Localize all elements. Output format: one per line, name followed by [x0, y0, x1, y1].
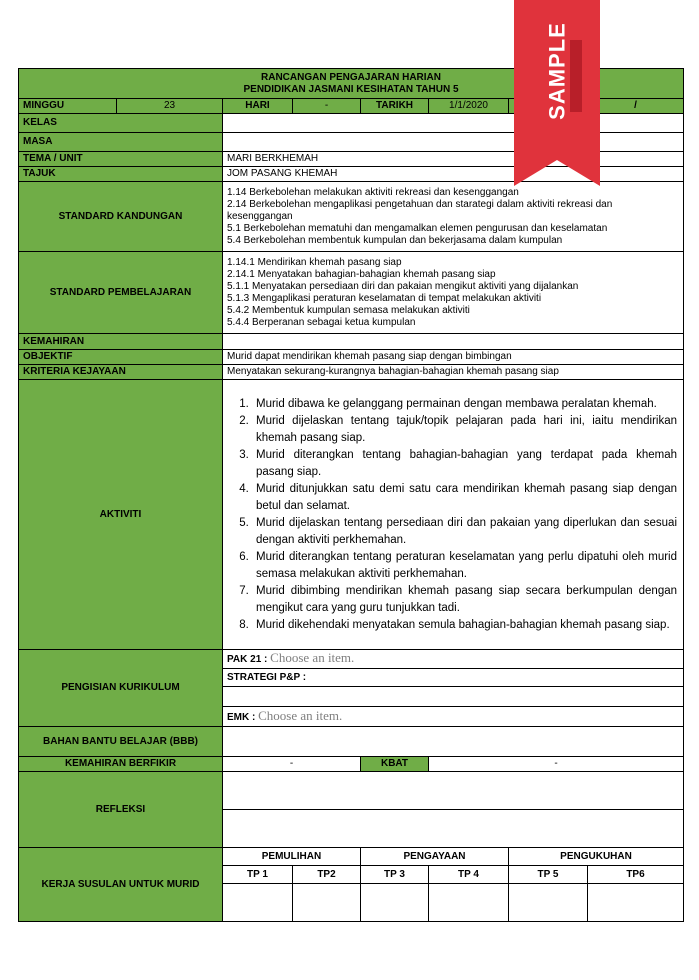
standard-pembelajaran-value — [223, 252, 684, 334]
extra-value: / — [588, 99, 684, 114]
tp2-header: TP2 — [293, 866, 361, 884]
sample-ribbon-tip — [514, 160, 600, 186]
tajuk-value: JOM PASANG KHEMAH — [223, 167, 684, 182]
tp1-header: TP 1 — [223, 866, 293, 884]
emk-dropdown[interactable]: Choose an item. — [258, 707, 343, 723]
tp6-cell — [588, 884, 684, 922]
kemahiran-label: KEMAHIRAN — [19, 334, 223, 350]
sp-item: 2.14.1 Menyatakan bahagian-bahagian khemah pasang siap — [227, 268, 496, 280]
sk-item: 2.14 Berkebolehan mengaplikasi pengetahuan dan starategi dalam aktiviti rekreasi dan kesenggangan — [227, 198, 613, 222]
aktiviti-item: 3. Murid diterangkan tentang bahagian-bahagian yang terdapat pada khemah pasang siap. — [252, 447, 677, 481]
objektif-label: OBJEKTIF — [19, 350, 223, 365]
tp3-header: TP 3 — [361, 866, 429, 884]
tp5-header: TP 5 — [509, 866, 588, 884]
sp-item: 5.4.4 Berperanan sebagai ketua kumpulan — [227, 316, 416, 328]
kemahiran-value — [223, 334, 684, 350]
tp6-header: TP6 — [588, 866, 684, 884]
plan-subtitle: PENDIDIKAN JASMANI KESIHATAN TAHUN 5 — [243, 83, 459, 95]
hari-label: HARI — [223, 99, 293, 114]
strategi-label: STRATEGI P&P : — [223, 669, 684, 687]
sample-ribbon-bar — [570, 40, 582, 112]
kriteria-kejayaan-value: Menyatakan sekurang-kurangnya bahagian-bahagian khemah pasang siap — [223, 365, 684, 380]
tajuk-label: TAJUK — [19, 167, 223, 182]
pengayaan-header: PENGAYAAN — [361, 848, 509, 866]
masa-label: MASA — [19, 133, 223, 152]
sample-watermark: SAMPLE — [544, 22, 570, 120]
tp4-cell — [429, 884, 509, 922]
sp-item: 5.4.2 Membentuk kumpulan semasa melakukan aktiviti — [227, 304, 470, 316]
sp-item: 5.1.3 Mengaplikasi peraturan keselamatan di tempat melakukan aktiviti — [227, 292, 542, 304]
standard-kandungan-label: STANDARD KANDUNGAN — [19, 182, 223, 252]
strategi-value — [223, 687, 684, 707]
sk-item: 5.1 Berkebolehan mematuhi dan mengamalkan elemen pengurusan dan keselamatan — [227, 222, 608, 234]
pengisian-kurikulum-label: PENGISIAN KURIKULUM — [19, 650, 223, 727]
kemahiran-berfikir-value: - — [223, 757, 361, 772]
kbat-value: - — [429, 757, 684, 772]
kerja-susulan-label: KERJA SUSULAN UNTUK MURID — [19, 848, 223, 922]
standard-pembelajaran-label: STANDARD PEMBELAJARAN — [19, 252, 223, 334]
tp5-cell — [509, 884, 588, 922]
aktiviti-item: 1. Murid dibawa ke gelanggang permainan dengan membawa peralatan khemah. — [252, 396, 677, 413]
objektif-value: Murid dapat mendirikan khemah pasang siap dengan bimbingan — [223, 350, 684, 365]
sk-item: 1.14 Berkebolehan melakukan aktiviti rekreasi dan kesenggangan — [227, 186, 519, 198]
tp2-cell — [293, 884, 361, 922]
sk-item: 5.4 Berkebolehan membentuk kumpulan dan bekerjasama dalam kumpulan — [227, 234, 563, 246]
minggu-label: MINGGU — [19, 99, 117, 114]
lesson-plan-table — [18, 68, 684, 922]
tp4-header: TP 4 — [429, 866, 509, 884]
hari-value: - — [293, 99, 361, 114]
emk-row — [223, 707, 684, 727]
aktiviti-item: 7. Murid dibimbing mendirikan khemah pasang siap secara berkumpulan dengan mengikut cara yang guru tunjukkan tadi. — [252, 583, 677, 617]
tarikh-label: TARIKH — [361, 99, 429, 114]
plan-title: RANCANGAN PENGAJARAN HARIAN — [261, 71, 442, 83]
pak21-row — [223, 650, 684, 669]
aktiviti-item: 8. Murid dikehendaki menyatakan semula bahagian-bahagian khemah pasang siap. — [252, 617, 677, 634]
tp1-cell — [223, 884, 293, 922]
masa-value — [223, 133, 684, 152]
tp3-cell — [361, 884, 429, 922]
aktiviti-item: 5. Murid dijelaskan tentang persediaan diri dan pakaian yang diperlukan dan sesuai dengan aktiviti perkhemahan. — [252, 515, 677, 549]
aktiviti-value — [223, 380, 684, 650]
kelas-label: KELAS — [19, 114, 223, 133]
tema-value: MARI BERKHEMAH — [223, 152, 684, 167]
sp-item: 5.1.1 Menyatakan persediaan diri dan pakaian mengikut aktiviti yang dijalankan — [227, 280, 579, 292]
refleksi-line-2 — [223, 810, 684, 848]
tema-label: TEMA / UNIT — [19, 152, 223, 167]
bbb-value — [223, 727, 684, 757]
aktiviti-label: AKTIVITI — [19, 380, 223, 650]
emk-label: EMK : — [227, 711, 256, 723]
kriteria-kejayaan-label: KRITERIA KEJAYAAN — [19, 365, 223, 380]
bbb-label: BAHAN BANTU BELAJAR (BBB) — [19, 727, 223, 757]
refleksi-label: REFLEKSI — [19, 772, 223, 848]
minggu-value: 23 — [117, 99, 223, 114]
standard-kandungan-value — [223, 182, 684, 252]
kbat-label: KBAT — [361, 757, 429, 772]
pak21-label: PAK 21 : — [227, 654, 268, 665]
pemulihan-header: PEMULIHAN — [223, 848, 361, 866]
sp-item: 1.14.1 Mendirikan khemah pasang siap — [227, 256, 402, 268]
pak21-dropdown[interactable]: Choose an item. — [270, 650, 355, 665]
aktiviti-item: 6. Murid diterangkan tentang peraturan keselamatan yang perlu dipatuhi oleh murid semasa melakukan aktiviti perkhemahan. — [252, 549, 677, 583]
aktiviti-item: 4. Murid ditunjukkan satu demi satu cara mendirikan khemah pasang siap dengan betul dan selamat. — [252, 481, 677, 515]
kelas-value — [223, 114, 684, 133]
tarikh-value: 1/1/2020 — [429, 99, 509, 114]
kemahiran-berfikir-label: KEMAHIRAN BERFIKIR — [19, 757, 223, 772]
refleksi-line-1 — [223, 772, 684, 810]
aktiviti-item: 2. Murid dijelaskan tentang tajuk/topik pelajaran pada hari ini, iaitu mendirikan khemah pasang siap. — [252, 413, 677, 447]
aktiviti-list — [227, 396, 679, 634]
pengukuhan-header: PENGUKUHAN — [509, 848, 684, 866]
